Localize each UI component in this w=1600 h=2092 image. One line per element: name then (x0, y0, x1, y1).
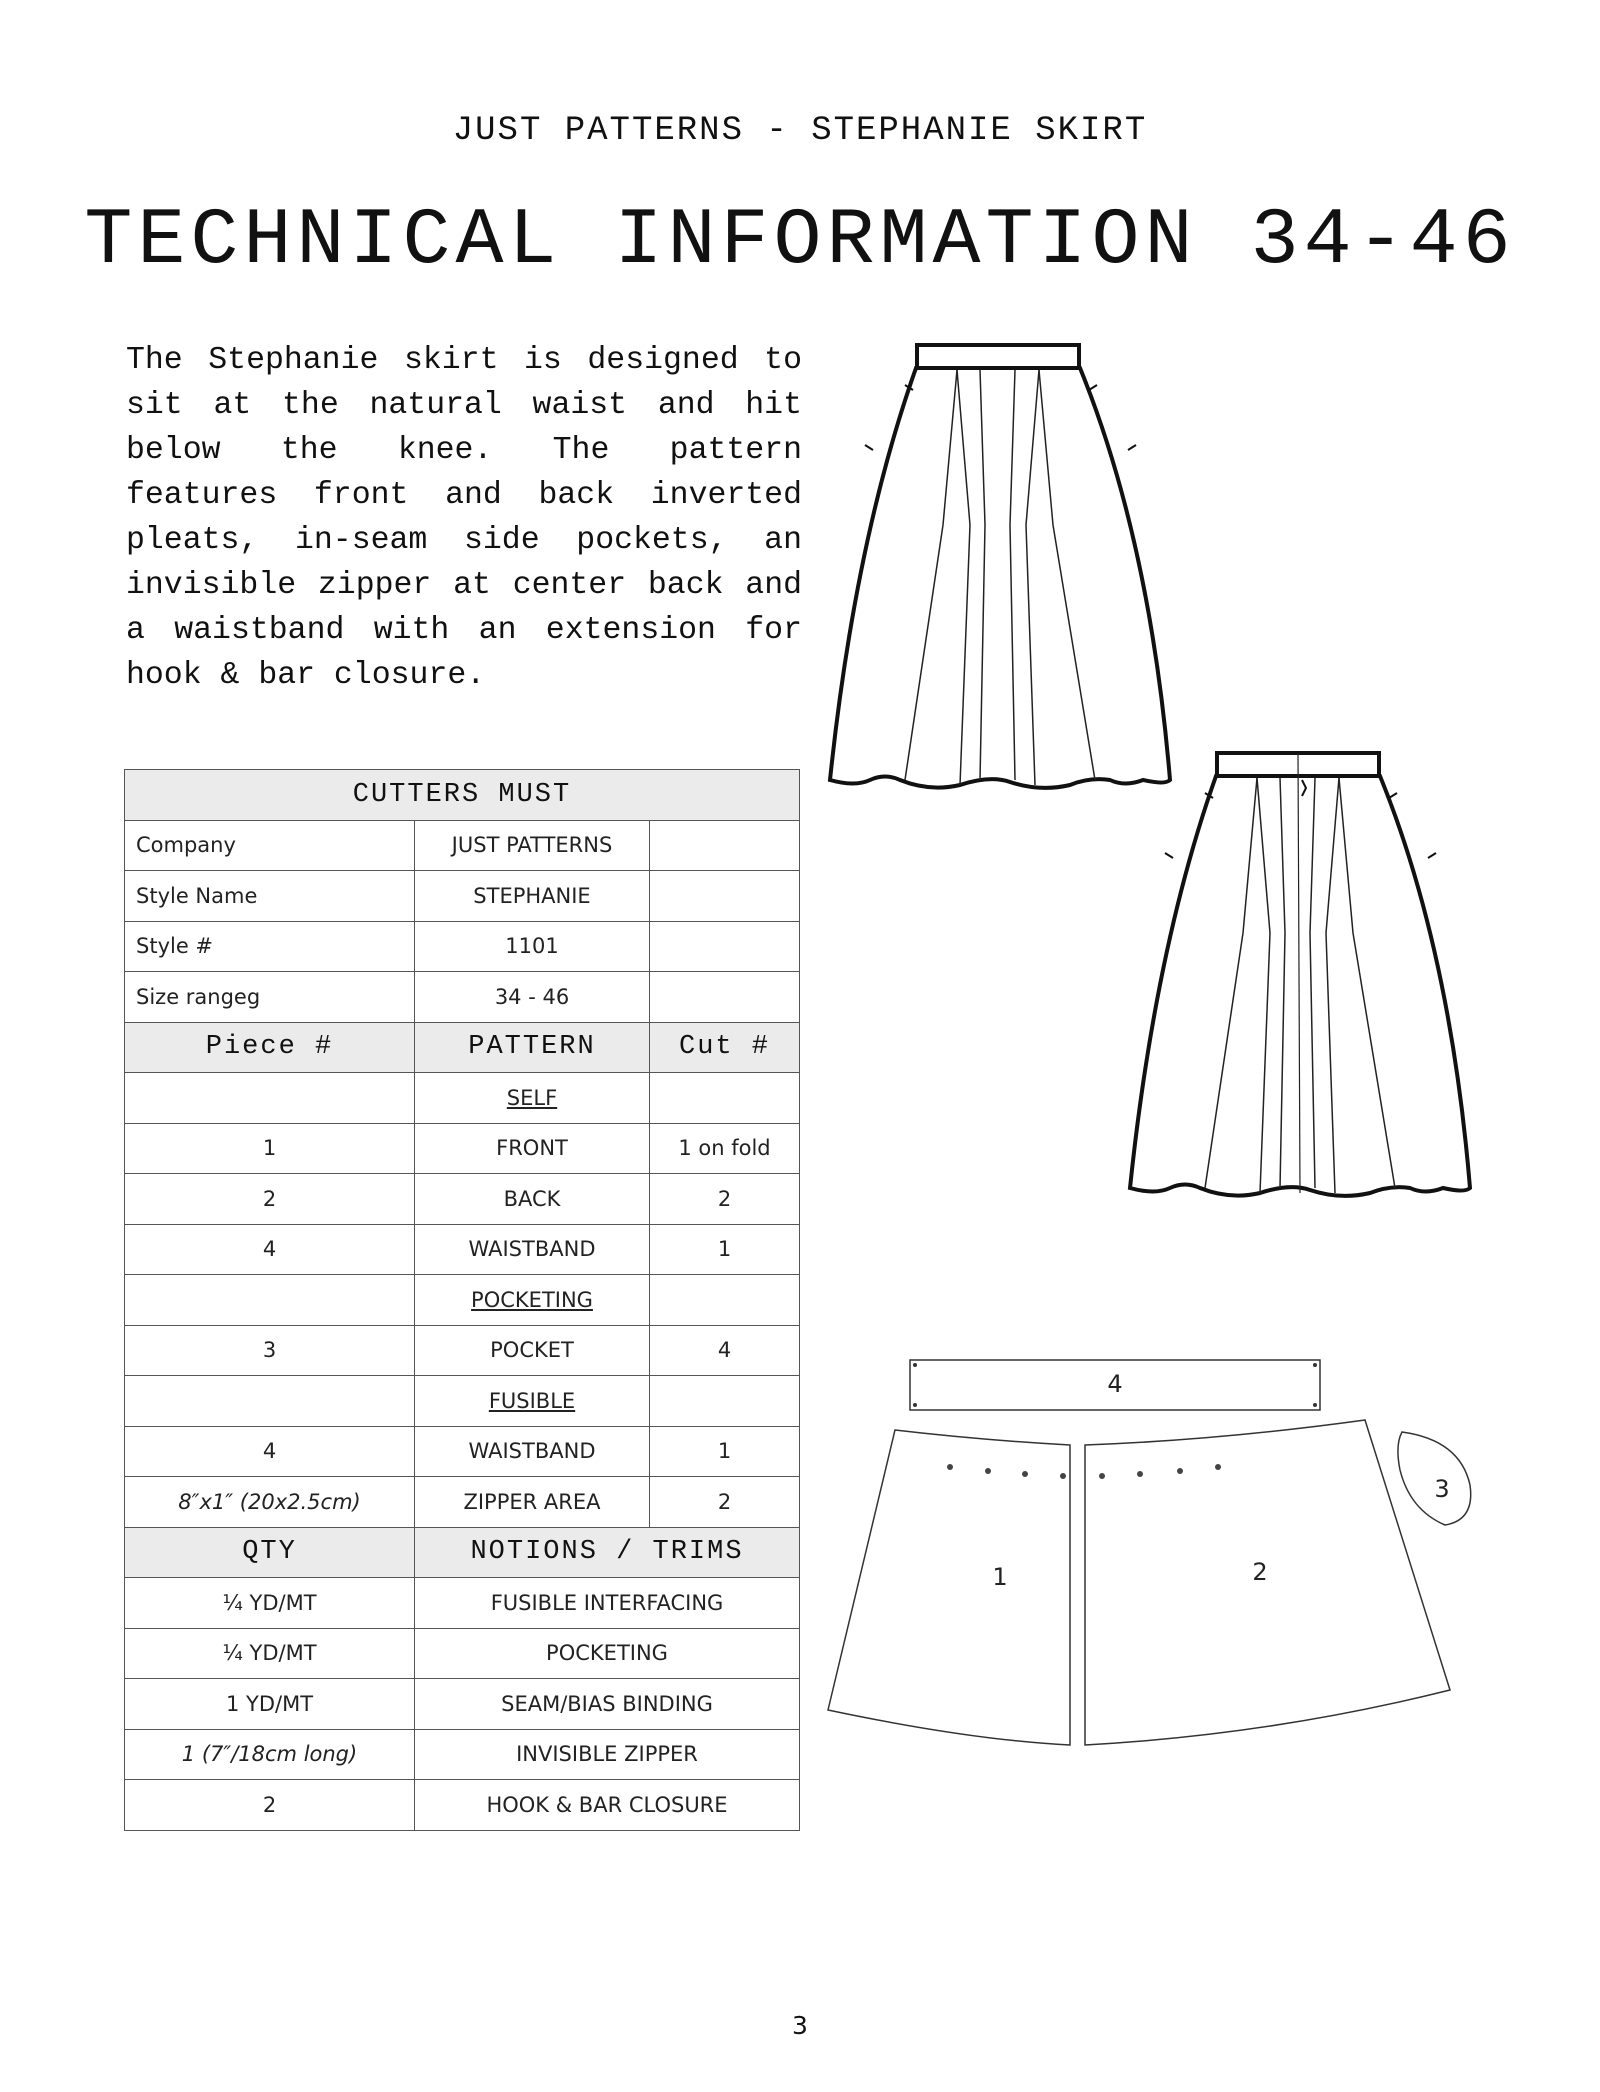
notions-header-row (125, 1527, 800, 1578)
section-row (125, 1275, 800, 1326)
pattern-header: PATTERN (415, 1022, 650, 1073)
empty-cell (650, 1275, 800, 1326)
table-title: CUTTERS MUST (125, 770, 800, 821)
empty-cell (650, 1073, 800, 1124)
piece-number: 8″x1″ (20x2.5cm) (125, 1477, 415, 1528)
pattern-name: WAISTBAND (415, 1426, 650, 1477)
section-label-pocketing: POCKETING (415, 1275, 650, 1326)
cut-count: 4 (650, 1325, 800, 1376)
piece-number: 2 (125, 1174, 415, 1225)
notion-item: POCKETING (415, 1628, 800, 1679)
brand-header: JUST PATTERNS - STEPHANIE SKIRT (452, 112, 1148, 150)
info-label: Company (125, 820, 415, 871)
back-skirt-illustration (1125, 748, 1485, 1208)
pattern-name: POCKET (415, 1325, 650, 1376)
piece-number: 4 (125, 1426, 415, 1477)
table-row (125, 1325, 800, 1376)
page-number: 3 (792, 2011, 808, 2040)
notion-qty: 1 YD/MT (125, 1679, 415, 1730)
notion-qty: ¼ YD/MT (125, 1628, 415, 1679)
table-row (125, 871, 800, 922)
front-waistband-shape (917, 345, 1079, 368)
front-skirt-body (830, 368, 1170, 788)
info-label: Size rangeg (125, 972, 415, 1023)
notion-qty: 1 (7″/18cm long) (125, 1729, 415, 1780)
cut-count: 1 on fold (650, 1123, 800, 1174)
empty-cell (125, 1275, 415, 1326)
info-value: 1101 (415, 921, 650, 972)
pattern-name: WAISTBAND (415, 1224, 650, 1275)
pattern-name: FRONT (415, 1123, 650, 1174)
cutters-must-table (124, 769, 800, 1831)
empty-cell (650, 921, 800, 972)
piece-label-pocket: 3 (1434, 1475, 1450, 1503)
cut-count: 2 (650, 1174, 800, 1225)
empty-cell (650, 1376, 800, 1427)
empty-cell (125, 1073, 415, 1124)
empty-cell (650, 972, 800, 1023)
pattern-pieces-diagram (820, 1350, 1480, 1750)
table-row (125, 921, 800, 972)
intro-paragraph: The Stephanie skirt is designed to sit at the natural waist and hit below the knee. The pattern features front and back inverted pleats, in-seam side pockets, an invisible zipper at center back and a waistband with an extension for hook & bar closure. (126, 343, 802, 693)
info-label: Style # (125, 921, 415, 972)
table-row (125, 820, 800, 871)
table-row (125, 1426, 800, 1477)
table-row (125, 972, 800, 1023)
section-row (125, 1376, 800, 1427)
piece-header-row (125, 1022, 800, 1073)
piece-label-waistband: 4 (1107, 1370, 1123, 1398)
section-row (125, 1073, 800, 1124)
info-value: JUST PATTERNS (415, 820, 650, 871)
notion-item: HOOK & BAR CLOSURE (415, 1780, 800, 1831)
table-row (125, 1679, 800, 1730)
piece-label-back: 2 (1252, 1558, 1268, 1586)
table-row (125, 1578, 800, 1629)
section-label-fusible: FUSIBLE (415, 1376, 650, 1427)
pattern-name: ZIPPER AREA (415, 1477, 650, 1528)
notion-item: INVISIBLE ZIPPER (415, 1729, 800, 1780)
page-title: TECHNICAL INFORMATION 34-46 (84, 196, 1516, 287)
notion-qty: ¼ YD/MT (125, 1578, 415, 1629)
notion-qty: 2 (125, 1780, 415, 1831)
notion-item: SEAM/BIAS BINDING (415, 1679, 800, 1730)
table-row (125, 1224, 800, 1275)
notions-header: NOTIONS / TRIMS (415, 1527, 800, 1578)
empty-cell (650, 871, 800, 922)
table-row (125, 1729, 800, 1780)
table-row (125, 1174, 800, 1225)
empty-cell (125, 1376, 415, 1427)
front-pattern-piece (828, 1430, 1070, 1745)
piece-header: Piece # (125, 1022, 415, 1073)
piece-label-front: 1 (992, 1563, 1008, 1591)
piece-number: 4 (125, 1224, 415, 1275)
table-row (125, 1477, 800, 1528)
info-label: Style Name (125, 871, 415, 922)
cut-count: 2 (650, 1477, 800, 1528)
notion-item: FUSIBLE INTERFACING (415, 1578, 800, 1629)
table-row (125, 1780, 800, 1831)
cut-header: Cut # (650, 1022, 800, 1073)
front-skirt-illustration (825, 340, 1185, 800)
table-row (125, 1123, 800, 1174)
cut-count: 1 (650, 1224, 800, 1275)
cut-count: 1 (650, 1426, 800, 1477)
empty-cell (650, 820, 800, 871)
piece-number: 3 (125, 1325, 415, 1376)
section-label-self: SELF (415, 1073, 650, 1124)
pattern-name: BACK (415, 1174, 650, 1225)
info-value: 34 - 46 (415, 972, 650, 1023)
qty-header: QTY (125, 1527, 415, 1578)
info-value: STEPHANIE (415, 871, 650, 922)
piece-number: 1 (125, 1123, 415, 1174)
table-row (125, 1628, 800, 1679)
table-title-row (125, 770, 800, 821)
